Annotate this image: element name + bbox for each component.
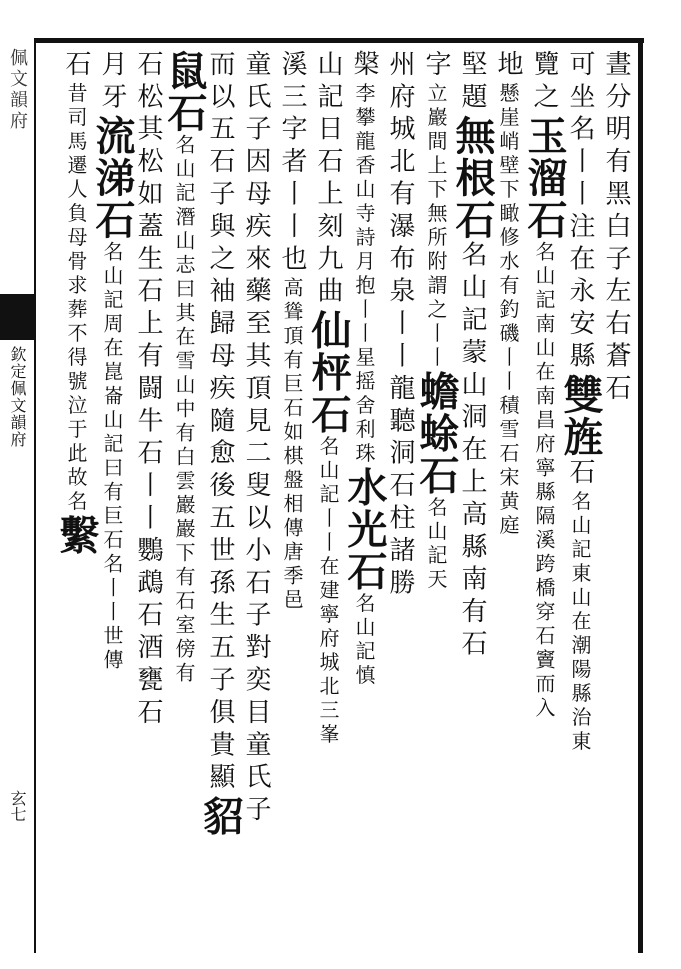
text-column-10: [271, 50, 313, 950]
column-text: 童氏子因母疾來藥至其頂見二叟以小石子對奕目童氏子: [241, 50, 271, 828]
text-column-12: [197, 50, 244, 950]
column-text: 月牙: [97, 50, 127, 115]
column-text: 石: [61, 50, 91, 83]
entry-headword: 無根石: [449, 114, 496, 241]
column-text: 覽之: [529, 50, 559, 115]
column-text: 而以五石子與之袖歸母疾隨愈後五世孫生五子俱貴顯: [205, 50, 235, 796]
commentary-text: 名山記周在崑崙山記曰有巨石名丨丨世傳: [100, 240, 124, 673]
entry-headword: 水光石: [341, 466, 388, 593]
column-text: 晝分明有黑白子左右蒼石: [601, 50, 631, 407]
text-column-16: [53, 50, 100, 950]
commentary-text: 高聳頂有巨石如棋盤相傳唐季邑: [280, 276, 304, 613]
text-column-8: [341, 50, 388, 950]
commentary-text: 名山記東山在潮陽縣治東: [568, 490, 592, 755]
column-text: 槃: [349, 50, 379, 83]
text-column-3: [521, 50, 568, 950]
column-text: 石: [565, 458, 595, 491]
column-text: 地: [493, 50, 523, 83]
text-column-5: [449, 50, 496, 950]
top-border-rule: [36, 38, 644, 43]
column-text: 名山記蒙山洞在上高縣南有石: [457, 240, 487, 663]
commentary-text: 昔司馬遷人負母骨求葬不得號泣于此故名: [64, 82, 88, 515]
text-column-15: [89, 50, 136, 950]
entry-headword: 雙旌: [557, 374, 604, 458]
fish-tail-mark: [0, 294, 34, 340]
entry-headword: 玉溜石: [521, 114, 568, 241]
commentary-text: 懸崖峭壁下瞰修水有釣磯丨丨積雪石宋黄庭: [496, 82, 520, 539]
entry-headword: 仙枰石: [305, 309, 352, 436]
commentary-text: 名山記丨丨在建寧府城北三峯: [316, 435, 340, 748]
commentary-text: 名山記潛山志曰其在雪山中有白雲巖巖下有石室傍有: [172, 134, 196, 686]
margin-title: 佩文韻府: [7, 48, 28, 132]
column-text: 石松其松如蓋生石上有闘牛石丨丨鸚鵡石酒甕石: [133, 50, 163, 731]
text-column-9: [305, 50, 352, 950]
entry-headword: 流涕石: [89, 114, 136, 241]
entry-headword: 蟾蜍石: [413, 370, 460, 497]
left-border-rule: [34, 38, 36, 953]
entry-headword: 鼠石: [161, 50, 208, 134]
binding-margin: [0, 38, 34, 953]
entry-headword: 貂: [197, 795, 244, 838]
column-text: 字: [421, 50, 451, 83]
column-text: 可坐名丨丨注在永安縣: [565, 50, 595, 374]
column-text: 山記日石上刻九曲: [313, 50, 343, 310]
column-text: 州府城北有瀑布泉丨丨龍聽洞石柱諸勝: [385, 50, 415, 601]
text-column-13: [161, 50, 208, 950]
column-text: 堅題: [457, 50, 487, 115]
text-column-6: [413, 50, 460, 950]
commentary-text: 名山記南山在南昌府寧縣隔溪跨橋穿石竇而入: [532, 240, 556, 721]
right-border-rule: [638, 38, 643, 953]
commentary-text: 立巖間上下無所附謂之丨丨: [424, 82, 448, 371]
text-column-1: [595, 50, 637, 950]
margin-book-title: 欽定佩文韻府: [8, 346, 27, 448]
commentary-text: 名山記天: [424, 496, 448, 593]
column-text: 溪三字者丨丨也: [277, 50, 307, 277]
entry-headword: 繫: [53, 514, 100, 557]
commentary-text: 名山記慎: [352, 592, 376, 689]
folio-number: 玄七: [8, 790, 27, 822]
commentary-text: 李攀龍香山寺詩月抱丨丨星摇舍利珠: [352, 82, 376, 467]
